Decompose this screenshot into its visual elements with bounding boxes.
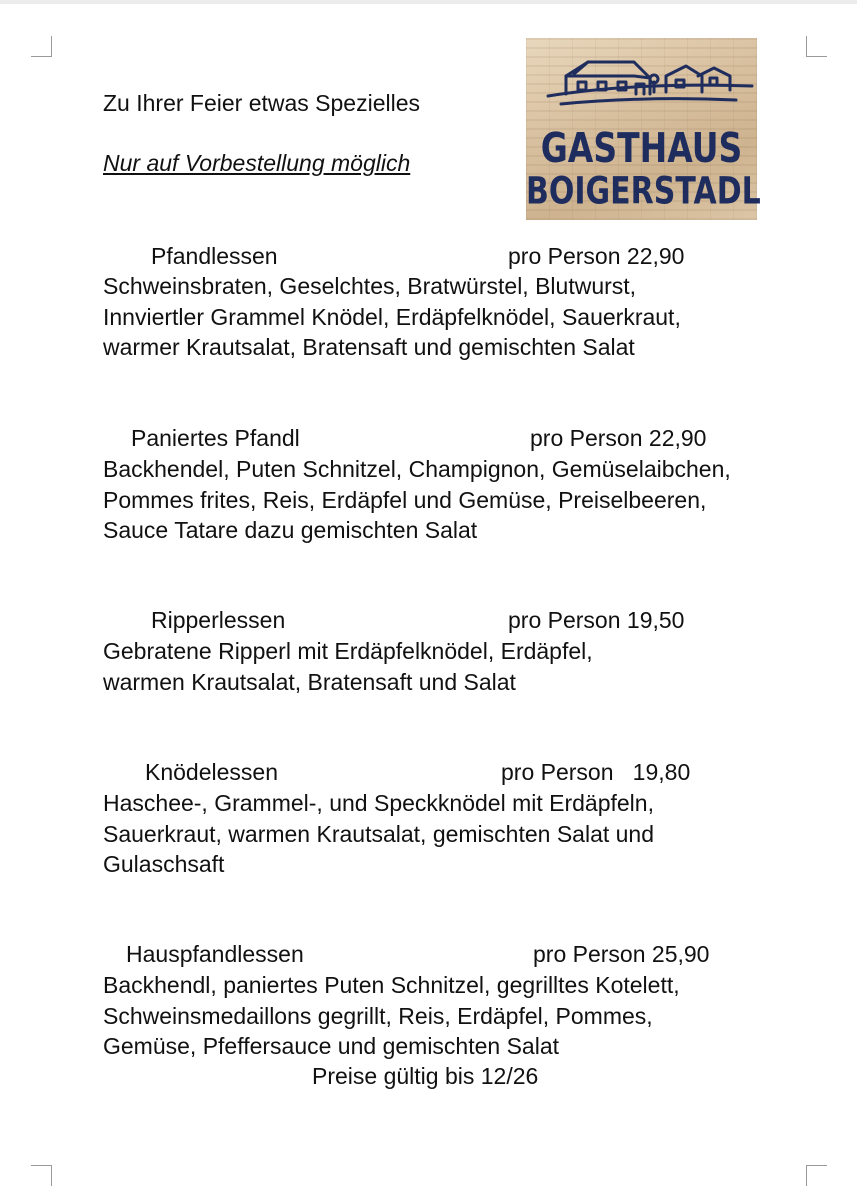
description-line: Sauce Tatare dazu gemischten Salat [103, 517, 478, 543]
menu-item-description [103, 454, 731, 546]
menu-item-title: Hauspfandlessen [126, 941, 304, 967]
description-line: Schweinsmedaillons gegrillt, Reis, Erdäpfel, Pommes, [103, 1002, 653, 1029]
description-line: Innviertler Grammel Knödel, Erdäpfelknödel, Sauerkraut, [103, 303, 681, 330]
description-line: Haschee-, Grammel-, und Speckknödel mit Erdäpfeln, [103, 790, 654, 816]
description-line: Backhendl, paniertes Puten Schnitzel, gegrilltes Kotelett, [103, 972, 680, 998]
menu-item-description [103, 788, 654, 880]
page-corner-mark [31, 36, 52, 57]
page-corner-mark [806, 36, 827, 57]
menu-item-price: pro Person 22,90 [530, 425, 707, 451]
description-line: warmer Krautsalat, Bratensaft und gemischten Salat [103, 334, 635, 360]
menu-item-title: Ripperlessen [151, 607, 286, 633]
menu-item-description [103, 970, 680, 1062]
menu-item-description [103, 271, 681, 363]
description-line: warmen Krautsalat, Bratensaft und Salat [103, 668, 516, 695]
intro-note: Nur auf Vorbestellung möglich [103, 150, 411, 176]
menu-item-title: Knödelessen [145, 759, 278, 785]
description-line: Backhendel, Puten Schnitzel, Champignon, Gemüselaibchen, [103, 456, 731, 482]
menu-item-price: pro Person 19,80 [501, 759, 691, 785]
description-line: Schweinsbraten, Geselchtes, Bratwürstel, Blutwurst, [103, 273, 637, 299]
description-line: Gemüse, Pfeffersauce und gemischten Salat [103, 1033, 560, 1059]
description-line: Pommes frites, Reis, Erdäpfel und Gemüse, Preiselbeeren, [103, 486, 707, 513]
menu-item-description [103, 636, 593, 697]
logo-title-line2: BOIGERSTADL [526, 169, 761, 214]
top-bar [0, 0, 857, 4]
menu-item-title: Pfandlessen [151, 243, 278, 269]
farmhouse-icon [526, 38, 757, 128]
description-line: Sauerkraut, warmen Krautsalat, gemischten Salat und [103, 820, 655, 847]
menu-item-title: Paniertes Pfandl [131, 425, 300, 451]
description-line: Gulaschsaft [103, 851, 225, 877]
menu-item-price: pro Person 25,90 [533, 941, 710, 967]
logo-title-line1: GASTHAUS [540, 123, 743, 172]
price-validity-note: Preise gültig bis 12/26 [312, 1063, 539, 1089]
menu-item-price: pro Person 22,90 [508, 243, 685, 269]
intro-heading: Zu Ihrer Feier etwas Spezielles [103, 90, 421, 116]
menu-item-price: pro Person 19,50 [508, 607, 685, 633]
gasthaus-logo [526, 38, 761, 220]
description-line: Gebratene Ripperl mit Erdäpfelknödel, Erdäpfel, [103, 638, 593, 664]
page-corner-mark [31, 1165, 52, 1186]
page-corner-mark [806, 1165, 827, 1186]
